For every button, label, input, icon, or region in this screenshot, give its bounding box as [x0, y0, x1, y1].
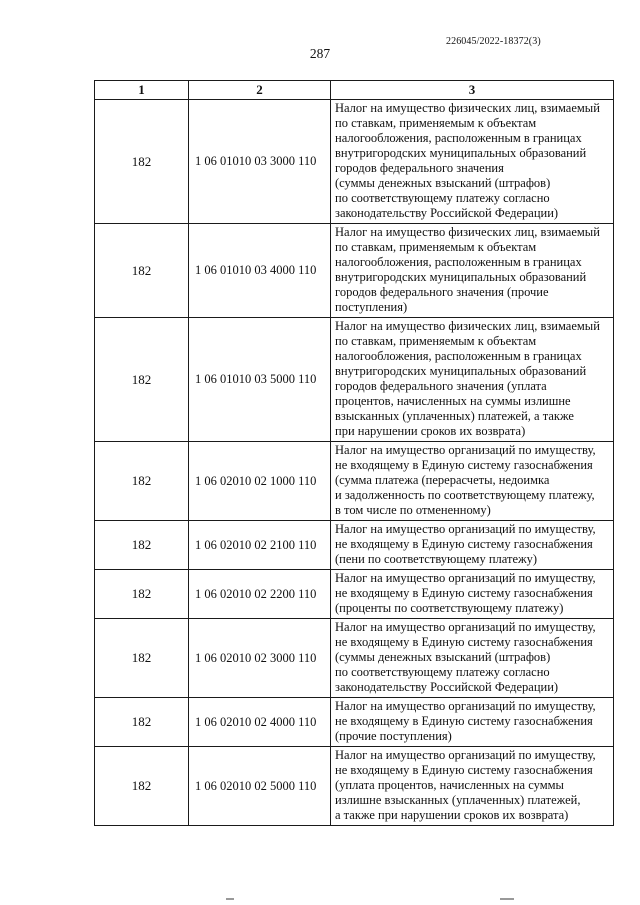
description-line: по соответствующему платежу согласно: [335, 665, 550, 679]
description-cell: [331, 100, 614, 224]
description-cell: [331, 521, 614, 570]
description-line: процентов, начисленных на суммы излишне: [335, 394, 571, 408]
description-cell: [331, 619, 614, 698]
admin-code-cell: 182: [95, 747, 189, 826]
admin-code-cell: 182: [95, 698, 189, 747]
table-row: [95, 442, 614, 521]
admin-code-cell: 182: [95, 100, 189, 224]
description-cell: [331, 570, 614, 619]
description-line: законодательству Российской Федерации): [335, 680, 559, 694]
scan-mark: [500, 898, 514, 900]
table-row: [95, 224, 614, 318]
description-line: (суммы денежных взысканий (штрафов): [335, 650, 551, 664]
description-line: внутригородских муниципальных образований: [335, 146, 587, 160]
description-line: городов федерального значения (прочие: [335, 285, 549, 299]
budget-code-cell: 1 06 02010 02 4000 110: [189, 698, 331, 747]
description-line: Налог на имущество организаций по имуществу,: [335, 443, 596, 457]
description-line: Налог на имущество организаций по имуществу,: [335, 620, 596, 634]
table-body: [95, 100, 614, 826]
admin-code-cell: 182: [95, 442, 189, 521]
description-line: Налог на имущество организаций по имуществу,: [335, 699, 596, 713]
description-line: внутригородских муниципальных образований: [335, 270, 587, 284]
description-line: не входящему в Единую систему газоснабжения: [335, 763, 593, 777]
description-line: (проценты по соответствующему платежу): [335, 601, 564, 615]
description-line: (уплата процентов, начисленных на суммы: [335, 778, 564, 792]
description-line: по ставкам, применяемым к объектам: [335, 116, 537, 130]
budget-code-cell: 1 06 01010 03 5000 110: [189, 318, 331, 442]
description-cell: [331, 224, 614, 318]
description-line: Налог на имущество физических лиц, взимаемый: [335, 319, 600, 333]
scan-edge-marks: [0, 890, 640, 905]
description-line: Налог на имущество физических лиц, взимаемый: [335, 101, 600, 115]
description-line: городов федерального значения (уплата: [335, 379, 547, 393]
table-row: [95, 570, 614, 619]
page-number: 287: [309, 46, 331, 61]
description-line: при нарушении сроков их возврата): [335, 424, 526, 438]
budget-code-cell: 1 06 01010 03 4000 110: [189, 224, 331, 318]
description-line: Налог на имущество организаций по имуществу,: [335, 571, 596, 585]
table-row: [95, 100, 614, 224]
scan-mark: [226, 898, 234, 900]
budget-code-cell: 1 06 01010 03 3000 110: [189, 100, 331, 224]
description-line: внутригородских муниципальных образований: [335, 364, 587, 378]
table-row: [95, 318, 614, 442]
column-header-code: 2: [189, 81, 331, 100]
admin-code-cell: 182: [95, 521, 189, 570]
description-line: по ставкам, применяемым к объектам: [335, 240, 537, 254]
column-header-description: 3: [331, 81, 614, 100]
description-line: излишне взысканных (уплаченных) платежей,: [335, 793, 581, 807]
description-line: Налог на имущество физических лиц, взимаемый: [335, 225, 600, 239]
table-header-row: [95, 81, 614, 100]
description-line: и задолженность по соответствующему платежу,: [335, 488, 595, 502]
description-line: Налог на имущество организаций по имуществу,: [335, 522, 596, 536]
description-line: налогообложения, расположенным в границах: [335, 349, 582, 363]
description-line: (сумма платежа (перерасчеты, недоимка: [335, 473, 550, 487]
description-line: не входящему в Единую систему газоснабжения: [335, 586, 593, 600]
description-line: (прочие поступления): [335, 729, 452, 743]
description-line: по соответствующему платежу согласно: [335, 191, 550, 205]
description-line: (суммы денежных взысканий (штрафов): [335, 176, 551, 190]
admin-code-cell: 182: [95, 224, 189, 318]
description-line: налогообложения, расположенным в границах: [335, 131, 582, 145]
budget-code-cell: 1 06 02010 02 3000 110: [189, 619, 331, 698]
table-row: [95, 521, 614, 570]
column-header-admin: 1: [95, 81, 189, 100]
budget-code-cell: 1 06 02010 02 2200 110: [189, 570, 331, 619]
description-cell: [331, 698, 614, 747]
description-line: налогообложения, расположенным в границах: [335, 255, 582, 269]
admin-code-cell: 182: [95, 570, 189, 619]
description-cell: [331, 442, 614, 521]
table-row: [95, 747, 614, 826]
budget-code-cell: 1 06 02010 02 5000 110: [189, 747, 331, 826]
description-line: (пени по соответствующему платежу): [335, 552, 538, 566]
budget-code-cell: 1 06 02010 02 1000 110: [189, 442, 331, 521]
description-line: не входящему в Единую систему газоснабжения: [335, 458, 593, 472]
description-line: поступления): [335, 300, 408, 314]
description-line: Налог на имущество организаций по имуществу,: [335, 748, 596, 762]
table-row: [95, 619, 614, 698]
description-line: взысканных (уплаченных) платежей, а также: [335, 409, 574, 423]
description-line: не входящему в Единую систему газоснабжения: [335, 635, 593, 649]
table-row: [95, 698, 614, 747]
description-line: по ставкам, применяемым к объектам: [335, 334, 537, 348]
description-line: не входящему в Единую систему газоснабжения: [335, 537, 593, 551]
description-line: законодательству Российской Федерации): [335, 206, 559, 220]
description-cell: [331, 318, 614, 442]
description-line: а также при нарушении сроков их возврата): [335, 808, 569, 822]
document-number: 226045/2022-18372(3): [446, 36, 541, 47]
description-line: не входящему в Единую систему газоснабжения: [335, 714, 593, 728]
admin-code-cell: 182: [95, 619, 189, 698]
budget-code-cell: 1 06 02010 02 2100 110: [189, 521, 331, 570]
budget-classification-table: [94, 80, 614, 826]
admin-code-cell: 182: [95, 318, 189, 442]
description-cell: [331, 747, 614, 826]
description-line: в том числе по отмененному): [335, 503, 491, 517]
description-line: городов федерального значения: [335, 161, 504, 175]
